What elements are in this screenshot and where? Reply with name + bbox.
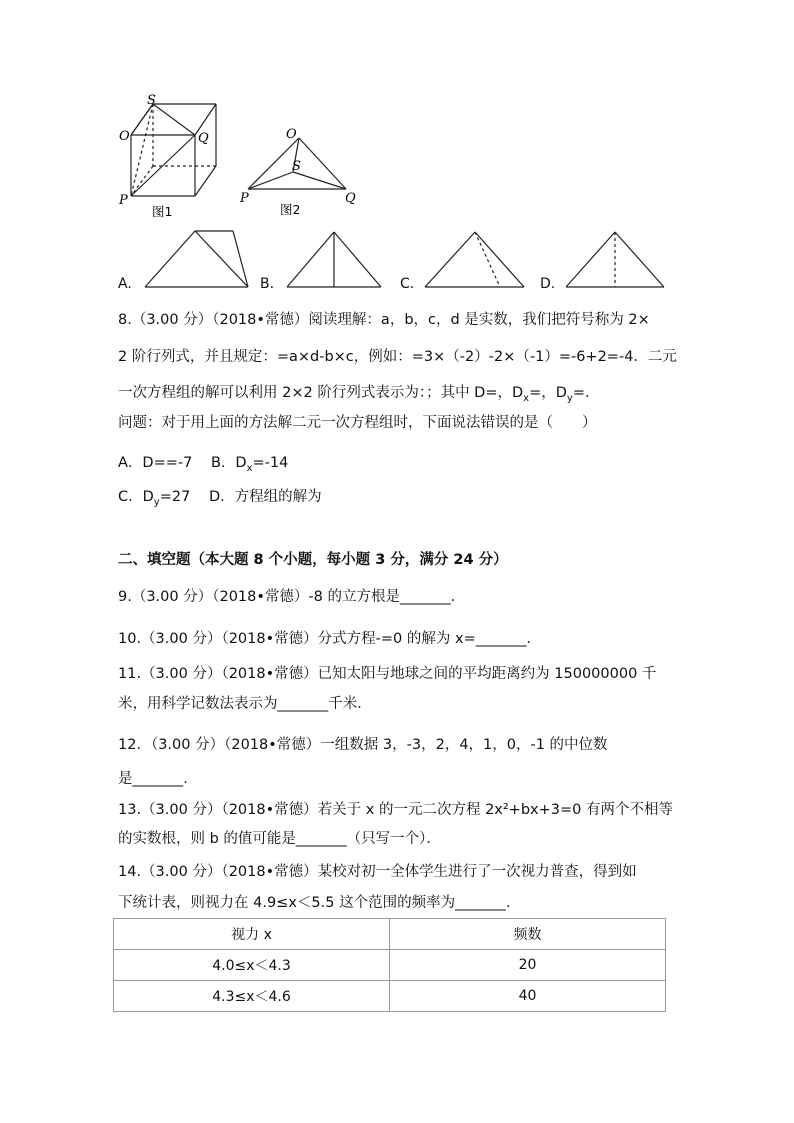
fig2-label-p: P xyxy=(240,191,249,206)
q8-line-3: 一次方程组的解可以利用 2×2 阶行列式表示为：；其中 D=，$D_x=$，$D_y=$． xyxy=(118,385,600,404)
fig1-label-s: S xyxy=(147,93,156,108)
q8-line-1: 8.（3.00 分）（2018•常德）阅读理解：a，b，c，d 是实数，我们把符号称为 2× xyxy=(118,312,650,328)
option-d-shape xyxy=(566,232,664,287)
option-c-label[interactable]: C. xyxy=(400,276,415,292)
section-2-title: 二、填空题（本大题 8 个小题，每小题 3 分，满分 24 分） xyxy=(118,552,508,568)
option-c-shape xyxy=(425,232,524,287)
figures-svg xyxy=(0,0,794,300)
figure-1-cube xyxy=(131,104,216,196)
fig1-label-q: Q xyxy=(198,131,209,146)
table-cell-range: 4.3≤x＜4.6 xyxy=(114,981,390,1012)
table-cell-range: 4.0≤x＜4.3 xyxy=(114,950,390,981)
q8-question: 问题：对于用上面的方法解二元一次方程组时，下面说法错误的是（ ） xyxy=(118,415,597,431)
table-row xyxy=(114,981,666,1012)
q11-line-1: 11.（3.00 分）（2018•常德）已知太阳与地球之间的平均距离约为 150000000 千 xyxy=(118,666,657,682)
option-a-label[interactable]: A. xyxy=(118,276,132,292)
q8-line-2: 2 阶行列式，并且规定：=a×d-b×c，例如：=3×（-2）-2×（-1）=-6+2=-4．二元 xyxy=(118,349,677,365)
q12-line-2: 是_______． xyxy=(118,771,198,787)
table-header-row xyxy=(114,919,666,950)
table-row xyxy=(114,950,666,981)
q11-line-2: 米，用科学记数法表示为_______千米． xyxy=(118,696,372,712)
vision-stats-table xyxy=(113,918,666,1012)
q14-line-2: 下统计表，则视力在 4.9≤x＜5.5 这个范围的频率为_______． xyxy=(118,895,521,911)
q8-option-c[interactable]: C．$D_y=27$ xyxy=(118,489,191,508)
fig2-label-s: S xyxy=(292,159,301,174)
fig1-label-o: O xyxy=(119,129,130,144)
table-cell-count: 20 xyxy=(390,950,666,981)
option-a-shape xyxy=(145,231,248,287)
q13-line-2: 的实数根，则 b 的值可能是_______（只写一个）． xyxy=(118,831,441,847)
fig1-caption: 图1 xyxy=(152,204,173,219)
q10: 10.（3.00 分）（2018•常德）分式方程-=0 的解为 x=_______． xyxy=(118,631,541,647)
q8-option-d[interactable]: D．方程组的解为 xyxy=(208,489,322,505)
fig2-caption: 图2 xyxy=(280,202,301,217)
option-d-label[interactable]: D. xyxy=(540,276,556,292)
option-b-label[interactable]: B. xyxy=(260,276,275,292)
q8-options-ab xyxy=(118,453,288,479)
fig1-label-p: P xyxy=(119,193,128,208)
fig2-label-o: O xyxy=(286,127,297,142)
table-header-frequency: 频数 xyxy=(390,919,666,950)
option-b-shape xyxy=(287,232,381,287)
fig2-label-q: Q xyxy=(345,191,356,206)
q8-option-a[interactable]: A．D==-7 xyxy=(118,455,193,471)
table-header-vision: 视力 x xyxy=(114,919,390,950)
q12-line-1: 12．（3.00 分）（2018•常德）一组数据 3，-3，2，4，1，0，-1 的中位数 xyxy=(118,737,608,753)
q13-line-1: 13.（3.00 分）（2018•常德）若关于 x 的一元二次方程 2x²+bx+3=0 有两个不相等 xyxy=(118,802,673,818)
q8-options-cd xyxy=(118,487,322,513)
q9: 9.（3.00 分）（2018•常德）-8 的立方根是_______． xyxy=(118,589,466,605)
table-cell-count: 40 xyxy=(390,981,666,1012)
q8-option-b[interactable]: B．$D_x=-14$ xyxy=(210,455,289,474)
q14-line-1: 14.（3.00 分）（2018•常德）某校对初一全体学生进行了一次视力普查，得到如 xyxy=(118,864,637,880)
